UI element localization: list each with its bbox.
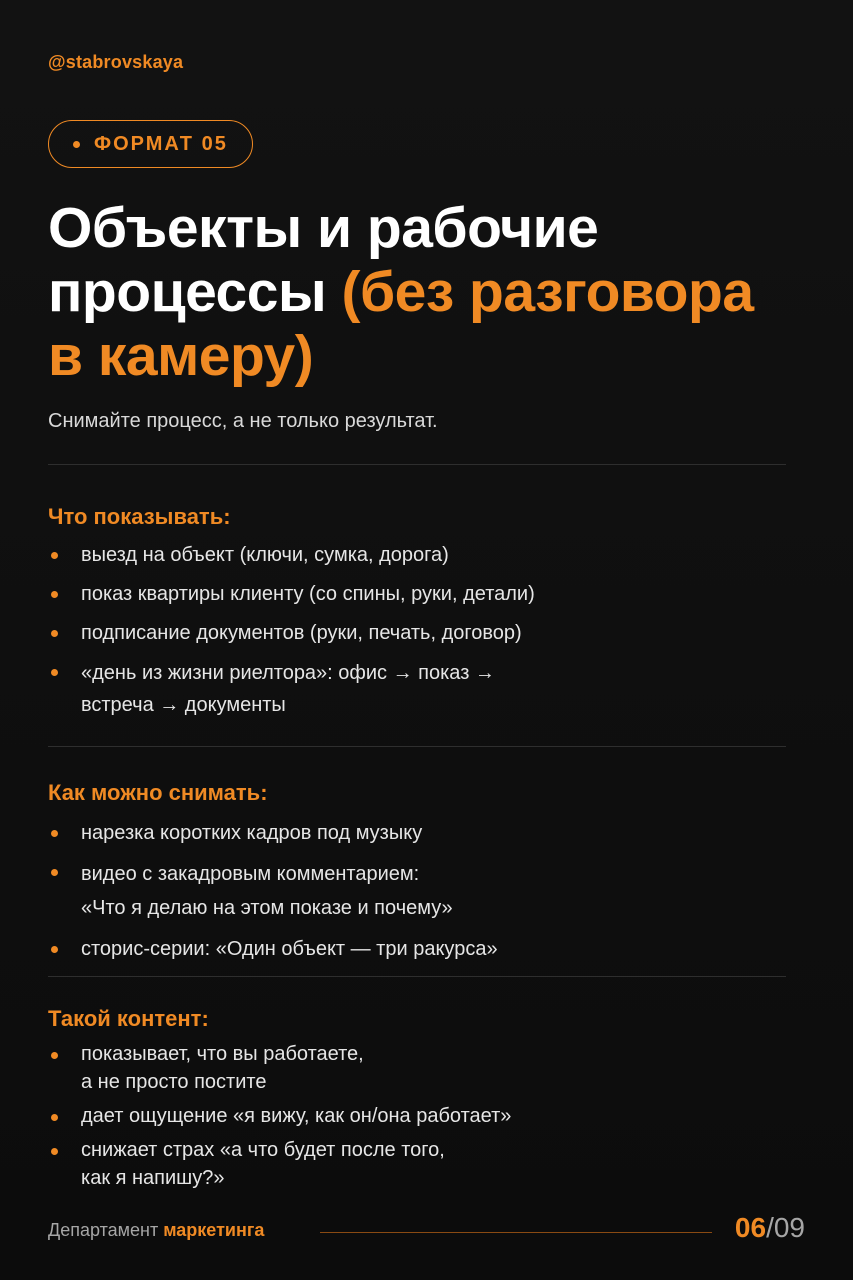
section-heading-this-content: Такой контент: [48,1006,209,1031]
footer-department: Департамент маркетинга [48,1220,265,1240]
title-accent-1: (без разговора [341,260,754,324]
title-accent-2: в камеру) [48,324,314,388]
bullet-icon [51,1148,58,1155]
list-item: выезд на объект (ключи, сумка, дорога) [48,540,788,570]
list-item: показ квартиры клиенту (со спины, руки, детали) [48,579,788,609]
bullet-icon [51,630,58,637]
footer-divider [320,1232,712,1233]
bullet-icon [51,830,58,837]
format-badge-label: ФОРМАТ 05 [94,132,228,155]
list-item: сторис-серии: «Один объект — три ракурса» [48,934,788,964]
bullet-icon [51,1114,58,1121]
list-item: показывает, что вы работаете, а не просто постите [48,1040,788,1096]
format-badge [48,120,253,168]
list-what-to-show [48,540,788,721]
page-current: 06 [734,1212,767,1243]
page-title [48,196,838,388]
list-item: подписание документов (руки, печать, договор) [48,618,788,648]
list-item: «день из жизни риелтора»: офис → показ → встреча → документы [48,657,788,721]
section-heading-what-to-show: Что показывать: [48,504,231,529]
list-item: нарезка коротких кадров под музыку [48,818,788,848]
list-item: дает ощущение «я вижу, как он/она работает» [48,1102,788,1130]
bullet-icon [51,552,58,559]
list-this-content [48,1040,788,1192]
divider [48,746,786,747]
bullet-icon [51,669,58,676]
bullet-icon [51,946,58,953]
section-heading-how-to-film: Как можно снимать: [48,780,268,805]
list-item: снижает страх «а что будет после того, как я напишу?» [48,1136,788,1192]
list-how-to-film [48,818,788,964]
bullet-icon [51,591,58,598]
title-line-2: процессы [48,260,327,324]
title-line-1: Объекты и рабочие [48,196,599,260]
page-counter [735,1212,805,1244]
page-total: /09 [766,1212,805,1243]
divider [48,464,786,465]
dot-icon [73,141,80,148]
subtitle: Снимайте процесс, а не только результат. [48,410,438,432]
bullet-icon [51,869,58,876]
list-item: видео с закадровым комментарием: «Что я делаю на этом показе и почему» [48,857,788,925]
bullet-icon [51,1052,58,1059]
author-handle: @stabrovskaya [48,52,184,72]
divider [48,976,786,977]
